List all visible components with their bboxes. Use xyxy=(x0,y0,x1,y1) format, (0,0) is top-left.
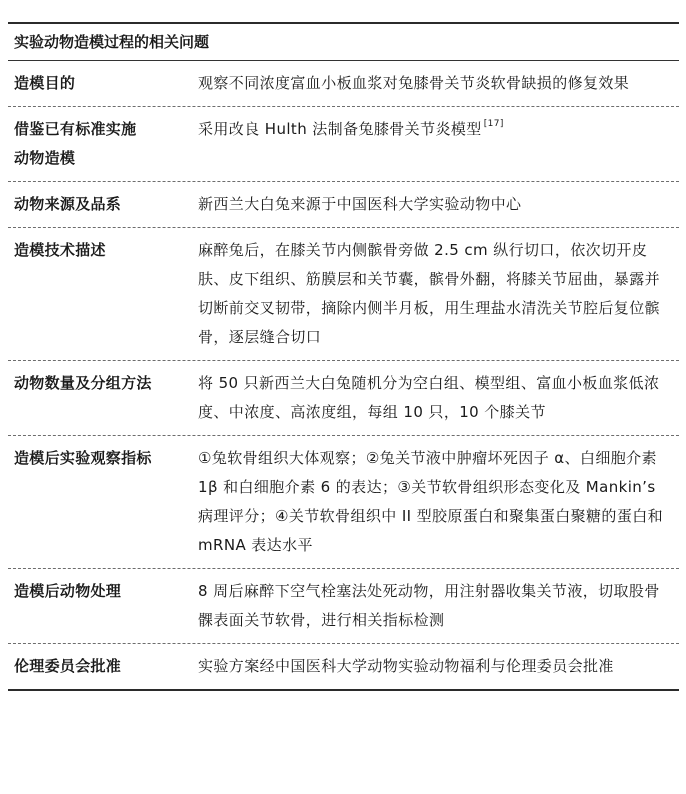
reference-marker: [17] xyxy=(483,119,504,129)
table-row xyxy=(8,106,679,181)
row-label: 造模目的 xyxy=(14,74,76,92)
row-label: 动物数量及分组方法 xyxy=(14,374,152,392)
table-row xyxy=(8,435,679,568)
row-content: 观察不同浓度富血小板血浆对兔膝骨关节炎软骨缺损的修复效果 xyxy=(198,74,630,92)
row-content: 麻醉兔后，在膝关节内侧髌骨旁做 2.5 cm 纵行切口，依次切开皮肤、皮下组织、筋膜层和关节囊，髌骨外翻，将膝关节屈曲，暴露并切断前交叉韧带，摘除内侧半月板，用生理盐水清洗关节腔后复位髌骨，逐层缝合切口 xyxy=(198,241,661,346)
table-row xyxy=(8,227,679,360)
table-row xyxy=(8,181,679,227)
table-row xyxy=(8,568,679,643)
row-content-with-ref xyxy=(190,107,679,181)
row-label: 借鉴已有标准实施动物造模 xyxy=(14,120,137,167)
row-content: 实验方案经中国医科大学动物实验动物福利与伦理委员会批准 xyxy=(198,657,614,675)
table-caption: 实验动物造模过程的相关问题 xyxy=(14,33,210,51)
table-row xyxy=(8,60,679,106)
row-content: 8 周后麻醉下空气栓塞法处死动物，用注射器收集关节液，切取股骨髁表面关节软骨，进行相关指标检测 xyxy=(198,582,660,629)
table-bottom-rule xyxy=(8,689,679,691)
row-content: 新西兰大白兔来源于中国医科大学实验动物中心 xyxy=(198,195,522,213)
row-content: 采用改良 Hulth 法制备兔膝骨关节炎模型 xyxy=(198,120,482,138)
row-content: ①兔软骨组织大体观察；②兔关节液中肿瘤坏死因子 α、白细胞介素 1β 和白细胞介素 6 的表达；③关节软骨组织形态变化及 Mankin’s 病理评分；④关节软骨组织中 II 型胶原蛋白和聚集蛋白聚糖的蛋白和 mRNA 表达水平 xyxy=(198,449,664,554)
row-label: 造模后动物处理 xyxy=(14,582,122,600)
row-label: 动物来源及品系 xyxy=(14,195,122,213)
model-questions-table xyxy=(8,22,679,691)
row-label: 造模技术描述 xyxy=(14,241,106,259)
row-label: 造模后实验观察指标 xyxy=(14,449,152,467)
table-row xyxy=(8,360,679,435)
row-content: 将 50 只新西兰大白兔随机分为空白组、模型组、富血小板血浆低浓度、中浓度、高浓度组，每组 10 只，10 个膝关节 xyxy=(198,374,660,421)
table-row xyxy=(8,643,679,689)
row-label: 伦理委员会批准 xyxy=(14,657,122,675)
